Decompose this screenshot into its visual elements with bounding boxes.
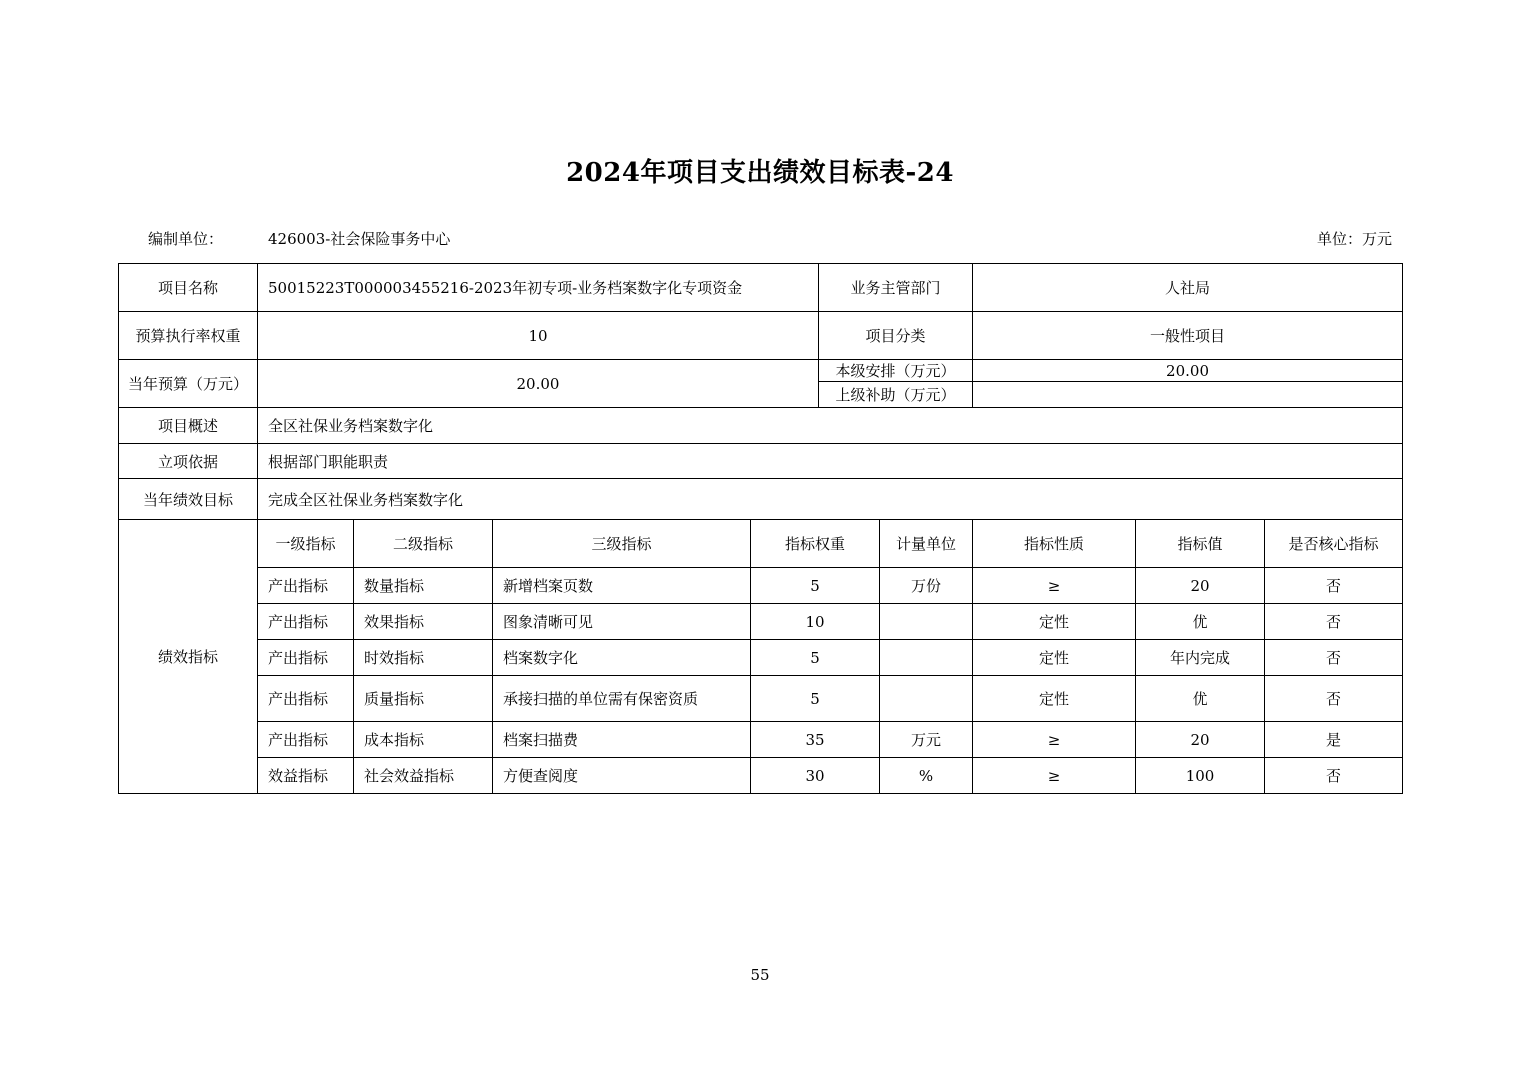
row-budget	[119, 360, 1403, 382]
compiling-unit-label: 编制单位：	[148, 230, 224, 248]
core-cell: 否	[1265, 758, 1403, 794]
department-value: 人社局	[973, 264, 1403, 312]
header-level1: 一级指标	[258, 520, 354, 568]
level2-cell: 效果指标	[354, 604, 493, 640]
execution-rate-label: 预算执行率权重	[119, 312, 258, 360]
value-cell: 20	[1136, 722, 1265, 758]
execution-rate-value: 10	[258, 312, 819, 360]
annual-goal-label: 当年绩效目标	[119, 479, 258, 520]
value-cell: 优	[1136, 676, 1265, 722]
compiling-unit-value: 426003-社会保险事务中心	[268, 230, 451, 248]
header-weight: 指标权重	[751, 520, 880, 568]
row-project-name	[119, 264, 1403, 312]
table-row	[119, 676, 1403, 722]
superior-subsidy-label: 上级补助（万元）	[819, 382, 973, 408]
level2-cell: 质量指标	[354, 676, 493, 722]
annual-goal-value: 完成全区社保业务档案数字化	[258, 479, 1403, 520]
currency-unit: 单位：万元	[1316, 230, 1392, 248]
row-annual-goal	[119, 479, 1403, 520]
header-nature: 指标性质	[973, 520, 1136, 568]
indicator-header-row	[119, 520, 1403, 568]
weight-cell: 35	[751, 722, 880, 758]
weight-cell: 5	[751, 676, 880, 722]
level3-cell: 档案数字化	[493, 640, 751, 676]
basis-label: 立项依据	[119, 444, 258, 479]
level1-cell: 产出指标	[258, 604, 354, 640]
core-cell: 是	[1265, 722, 1403, 758]
weight-cell: 10	[751, 604, 880, 640]
level3-cell: 方便查阅度	[493, 758, 751, 794]
core-cell: 否	[1265, 640, 1403, 676]
table-row	[119, 640, 1403, 676]
performance-target-table	[118, 263, 1403, 794]
header-level3: 三级指标	[493, 520, 751, 568]
annual-budget-value: 20.00	[258, 360, 819, 408]
overview-label: 项目概述	[119, 408, 258, 444]
unit-cell: 万元	[880, 722, 973, 758]
superior-subsidy-value	[973, 382, 1403, 408]
annual-budget-label: 当年预算（万元）	[119, 360, 258, 408]
weight-cell: 30	[751, 758, 880, 794]
project-name-label: 项目名称	[119, 264, 258, 312]
level2-cell: 数量指标	[354, 568, 493, 604]
table-row	[119, 604, 1403, 640]
value-cell: 优	[1136, 604, 1265, 640]
level2-cell: 成本指标	[354, 722, 493, 758]
nature-cell: 定性	[973, 640, 1136, 676]
indicator-section-label: 绩效指标	[119, 520, 258, 794]
row-execution-rate	[119, 312, 1403, 360]
nature-cell: ≥	[973, 722, 1136, 758]
table-row	[119, 722, 1403, 758]
page-title: 2024年项目支出绩效目标表-24	[566, 158, 954, 188]
nature-cell: 定性	[973, 676, 1136, 722]
unit-cell	[880, 604, 973, 640]
overview-value: 全区社保业务档案数字化	[258, 408, 1403, 444]
unit-cell: 万份	[880, 568, 973, 604]
department-label: 业务主管部门	[819, 264, 973, 312]
level1-cell: 产出指标	[258, 568, 354, 604]
core-cell: 否	[1265, 568, 1403, 604]
level2-cell: 社会效益指标	[354, 758, 493, 794]
category-value: 一般性项目	[973, 312, 1403, 360]
unit-cell	[880, 676, 973, 722]
table-row	[119, 568, 1403, 604]
nature-cell: ≥	[973, 758, 1136, 794]
level2-cell: 时效指标	[354, 640, 493, 676]
category-label: 项目分类	[819, 312, 973, 360]
header-core: 是否核心指标	[1265, 520, 1403, 568]
value-cell: 100	[1136, 758, 1265, 794]
level3-cell: 承接扫描的单位需有保密资质	[493, 676, 751, 722]
weight-cell: 5	[751, 568, 880, 604]
core-cell: 否	[1265, 604, 1403, 640]
local-arrangement-value: 20.00	[973, 360, 1403, 382]
page-number: 55	[750, 966, 770, 984]
header-unit: 计量单位	[880, 520, 973, 568]
unit-cell	[880, 640, 973, 676]
level1-cell: 产出指标	[258, 676, 354, 722]
level3-cell: 档案扫描费	[493, 722, 751, 758]
row-overview	[119, 408, 1403, 444]
value-cell: 年内完成	[1136, 640, 1265, 676]
table-row	[119, 758, 1403, 794]
row-basis	[119, 444, 1403, 479]
nature-cell: ≥	[973, 568, 1136, 604]
weight-cell: 5	[751, 640, 880, 676]
level1-cell: 产出指标	[258, 640, 354, 676]
header-level2: 二级指标	[354, 520, 493, 568]
basis-value: 根据部门职能职责	[258, 444, 1403, 479]
level3-cell: 图象清晰可见	[493, 604, 751, 640]
level1-cell: 效益指标	[258, 758, 354, 794]
value-cell: 20	[1136, 568, 1265, 604]
header-value: 指标值	[1136, 520, 1265, 568]
core-cell: 否	[1265, 676, 1403, 722]
local-arrangement-label: 本级安排（万元）	[819, 360, 973, 382]
project-name-value: 50015223T000003455216-2023年初专项-业务档案数字化专项资金	[258, 264, 819, 312]
nature-cell: 定性	[973, 604, 1136, 640]
level1-cell: 产出指标	[258, 722, 354, 758]
level3-cell: 新增档案页数	[493, 568, 751, 604]
unit-cell: %	[880, 758, 973, 794]
